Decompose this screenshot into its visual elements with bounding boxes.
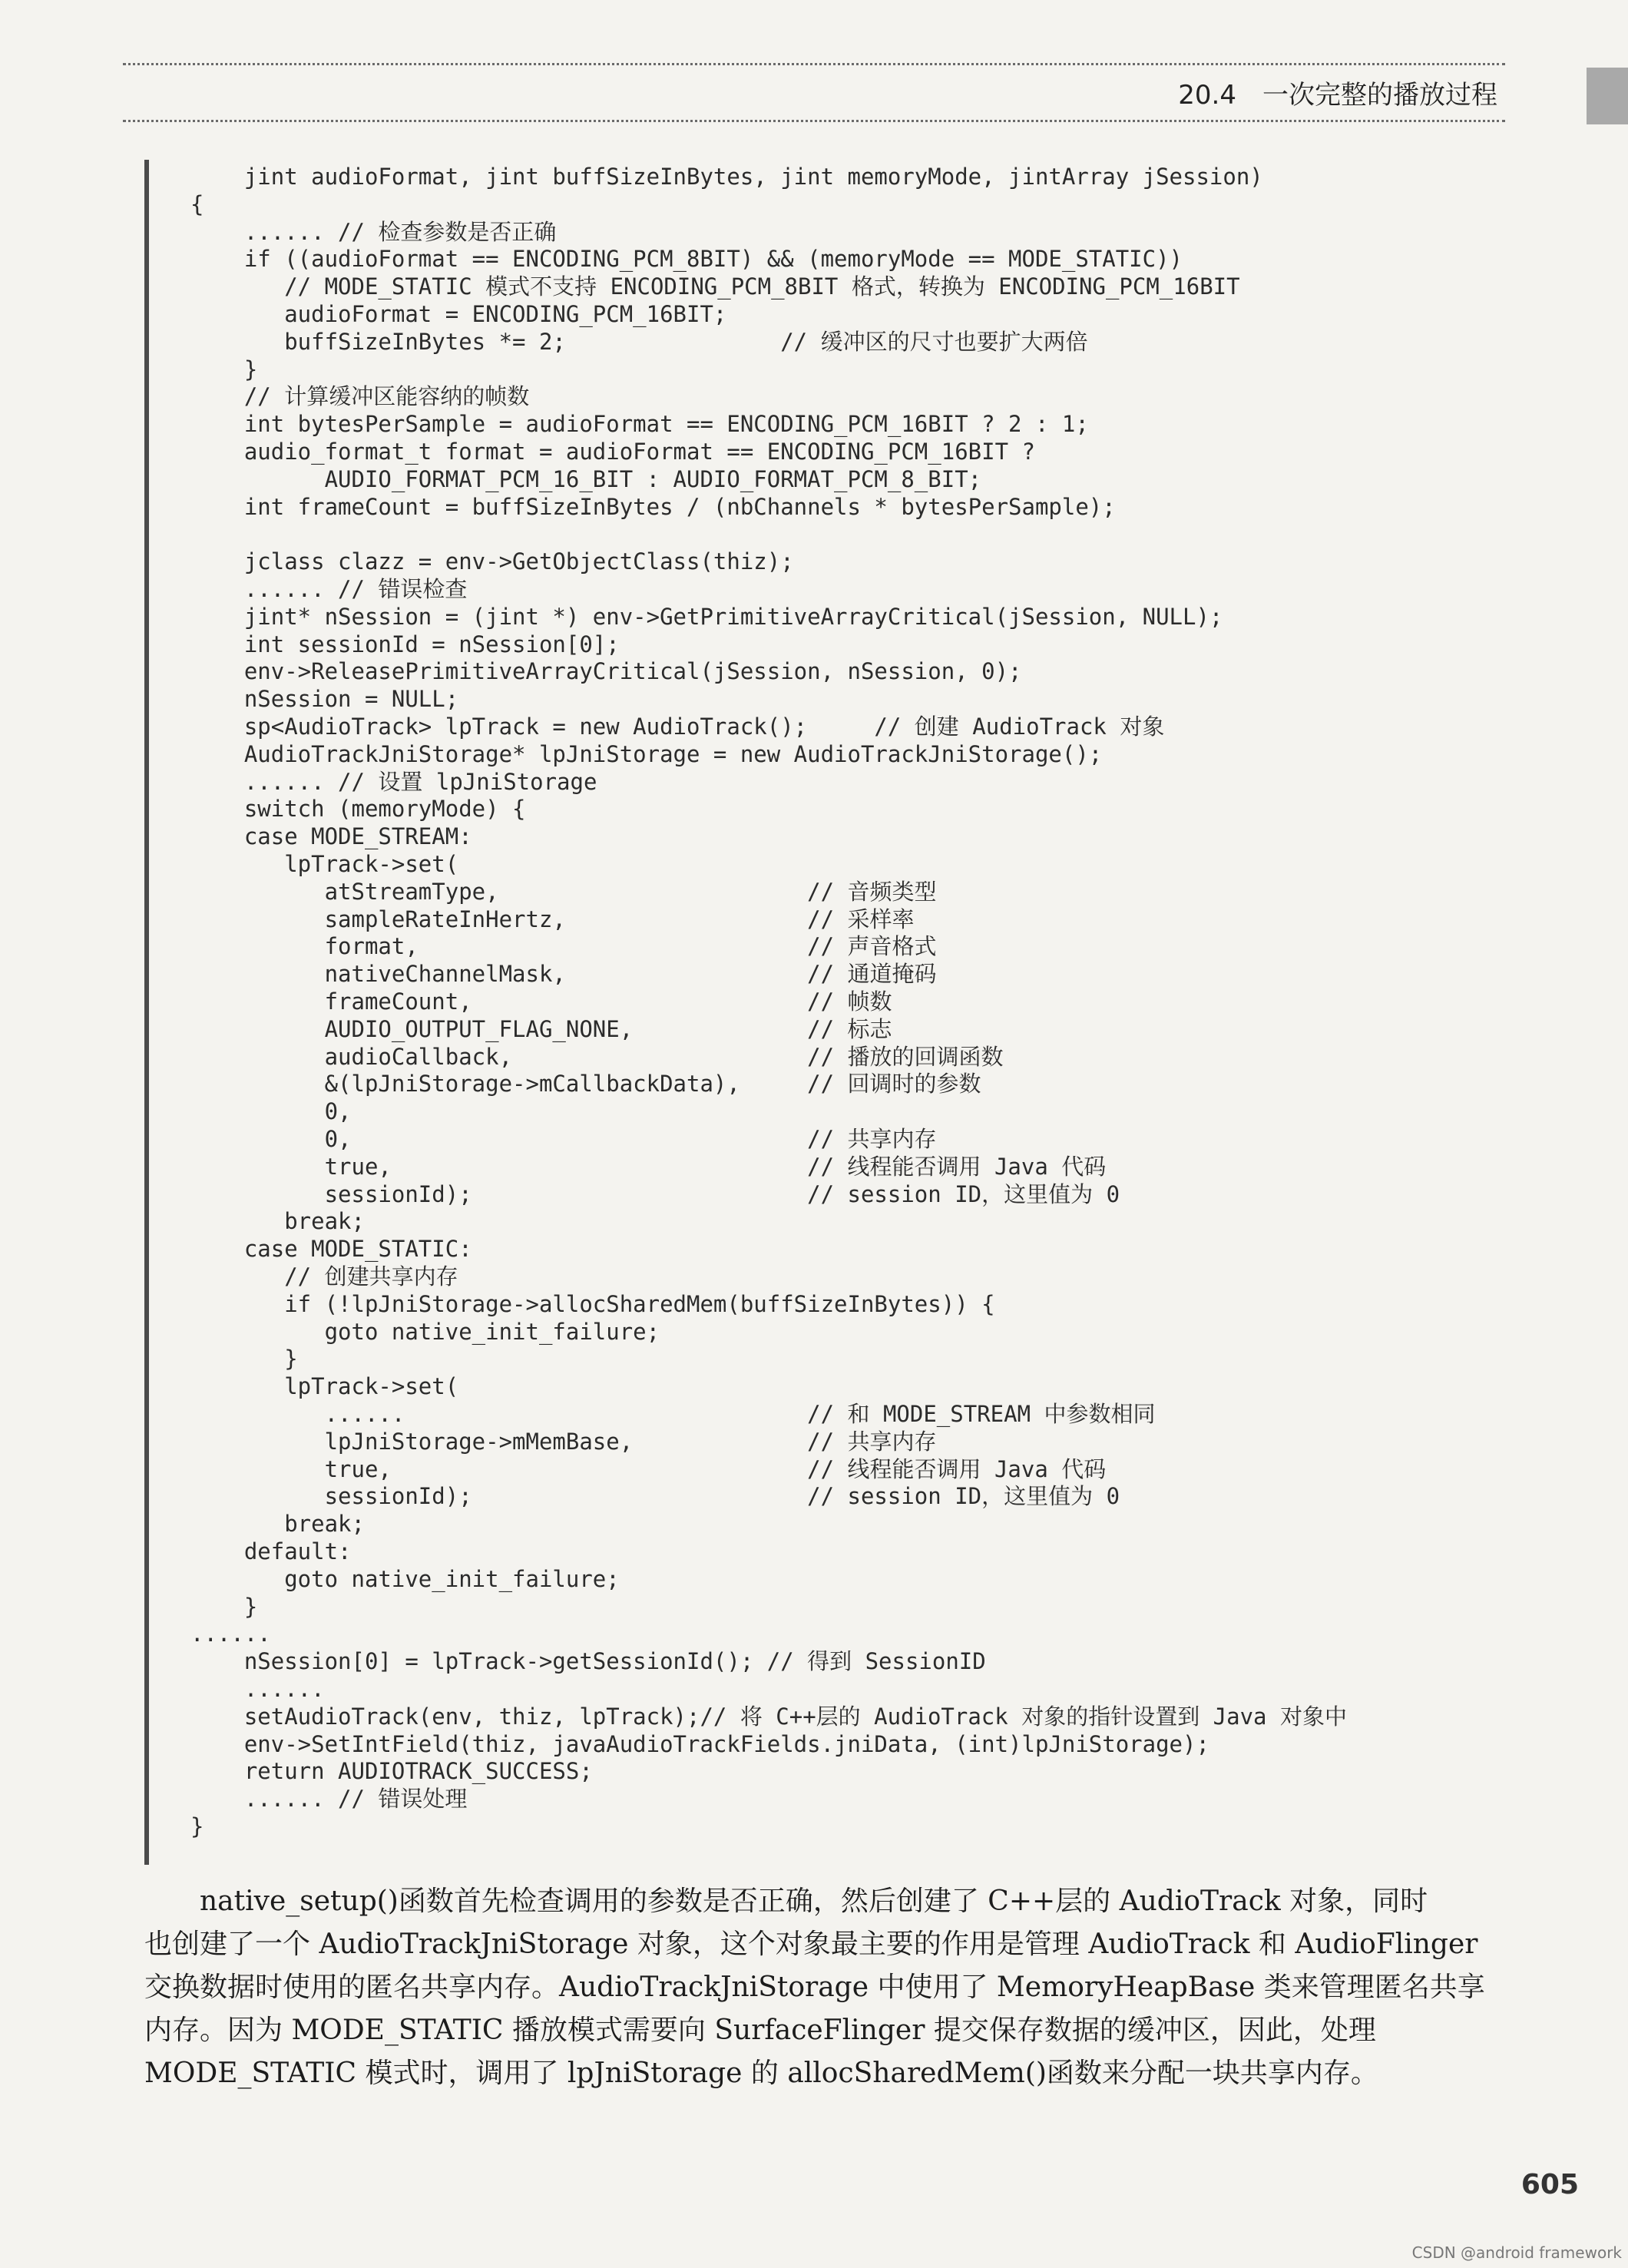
header-top-rule (123, 63, 1505, 65)
code-line: buffSizeInBytes *= 2; // 缓冲区的尺寸也要扩大两倍 (190, 328, 1088, 355)
code-line: true, // 线程能否调用 Java 代码 (190, 1153, 1107, 1180)
code-line: nativeChannelMask, // 通道掩码 (190, 961, 937, 988)
code-line: ...... // 错误检查 (190, 576, 468, 602)
code-line: jint audioFormat, jint buffSizeInBytes, jint memoryMode, jintArray jSession) (190, 164, 1263, 190)
code-line: nSession = NULL; (190, 686, 459, 713)
code-line: // MODE_STATIC 模式不支持 ENCODING_PCM_8BIT 格式，转换为 ENCODING_PCM_16BIT (190, 273, 1240, 300)
code-line: default: (190, 1538, 352, 1564)
code-line: ...... (190, 1676, 325, 1702)
code-line: goto native_init_failure; (190, 1318, 660, 1345)
code-line: lpTrack->set( (190, 1373, 459, 1400)
code-line: audio_format_t format = audioFormat == ENCODING_PCM_16BIT ? (190, 439, 1035, 465)
code-line: setAudioTrack(env, thiz, lpTrack);// 将 C++层的 AudioTrack 对象的指针设置到 Java 对象中 (190, 1703, 1347, 1730)
code-line: ...... // 设置 lpJniStorage (190, 768, 597, 795)
code-line: sessionId); // session ID，这里值为 0 (190, 1180, 1120, 1207)
code-line: audioFormat = ENCODING_PCM_16BIT; (190, 301, 727, 327)
code-line: case MODE_STREAM: (190, 823, 472, 850)
code-line: sampleRateInHertz, // 采样率 (190, 906, 915, 932)
code-line: return AUDIOTRACK_SUCCESS; (190, 1758, 593, 1785)
code-line: ...... // 和 MODE_STREAM 中参数相同 (190, 1401, 1156, 1427)
code-line: &(lpJniStorage->mCallbackData), // 回调时的参数 (190, 1071, 981, 1098)
code-line: } (190, 356, 258, 382)
code-line: int frameCount = buffSizeInBytes / (nbChannels * bytesPerSample); (190, 493, 1116, 520)
code-line: ...... // 错误处理 (190, 1786, 468, 1813)
code-line: audioCallback, // 播放的回调函数 (190, 1043, 1004, 1070)
code-line: switch (memoryMode) { (190, 796, 526, 823)
code-line: break; (190, 1208, 365, 1235)
code-line: AUDIO_FORMAT_PCM_16_BIT : AUDIO_FORMAT_PCM_8_BIT; (190, 465, 982, 492)
code-line: // 计算缓冲区能容纳的帧数 (190, 383, 530, 410)
code-line: { (190, 190, 204, 217)
code-line: format, // 声音格式 (190, 933, 937, 960)
code-line: jint* nSession = (jint *) env->GetPrimitiveArrayCritical(jSession, NULL); (190, 603, 1223, 630)
code-line: int sessionId = nSession[0]; (190, 631, 620, 657)
code-line: goto native_init_failure; (190, 1565, 620, 1592)
code-line: break; (190, 1511, 365, 1538)
header-bottom-rule (123, 120, 1505, 122)
paragraph-line: MODE_STATIC 模式时，调用了 lpJniStorage 的 allocSharedMem()函数来分配一块共享内存。 (144, 2058, 1378, 2089)
paragraph-line: native_setup()函数首先检查调用的参数是否正确，然后创建了 C++层的 AudioTrack 对象，同时 (144, 1886, 1428, 1917)
code-line: // 创建共享内存 (190, 1263, 458, 1290)
code-line: 0, // 共享内存 (190, 1126, 937, 1152)
paragraph-line: 交换数据时使用的匿名共享内存。AudioTrackJniStorage 中使用了 MemoryHeapBase 类来管理匿名共享 (144, 1972, 1485, 2003)
code-line: env->ReleasePrimitiveArrayCritical(jSession, nSession, 0); (190, 658, 1022, 685)
code-line: sessionId); // session ID，这里值为 0 (190, 1483, 1120, 1510)
code-line: if ((audioFormat == ENCODING_PCM_8BIT) && (memoryMode == MODE_STATIC)) (190, 246, 1183, 273)
code-line: } (190, 1346, 298, 1372)
code-line: env->SetIntField(thiz, javaAudioTrackFields.jniData, (int)lpJniStorage); (190, 1730, 1209, 1757)
body-paragraph (144, 1880, 1505, 2095)
section-header-title: 20.4 一次完整的播放过程 (1178, 80, 1497, 111)
code-line: } (190, 1813, 204, 1839)
code-line: jclass clazz = env->GetObjectClass(thiz); (190, 548, 794, 575)
code-line: frameCount, // 帧数 (190, 988, 892, 1015)
page-number: 605 (1520, 2169, 1579, 2200)
code-line: lpJniStorage->mMemBase, // 共享内存 (190, 1428, 937, 1455)
paragraph-line: 内存。因为 MODE_STATIC 播放模式需要向 SurfaceFlinger 提交保存数据的缓冲区，因此，处理 (144, 2015, 1376, 2046)
code-line: } (190, 1593, 258, 1620)
code-line: true, // 线程能否调用 Java 代码 (190, 1455, 1107, 1482)
code-line: sp<AudioTrack> lpTrack = new AudioTrack(); // 创建 AudioTrack 对象 (190, 714, 1165, 740)
code-line: 0, (190, 1098, 352, 1125)
watermark-text: CSDN @android framework (1411, 2243, 1622, 2262)
code-line: if (!lpJniStorage->allocSharedMem(buffSizeInBytes)) { (190, 1290, 995, 1317)
code-line: nSession[0] = lpTrack->getSessionId(); // 得到 SessionID (190, 1648, 986, 1675)
code-line: AudioTrackJniStorage* lpJniStorage = new AudioTrackJniStorage(); (190, 740, 1103, 767)
code-line: int bytesPerSample = audioFormat == ENCODING_PCM_16BIT ? 2 : 1; (190, 411, 1089, 438)
code-line: lpTrack->set( (190, 851, 459, 877)
thumb-index-tab (1587, 68, 1628, 124)
code-line: ...... // 检查参数是否正确 (190, 218, 557, 245)
code-line: atStreamType, // 音频类型 (190, 878, 937, 905)
paragraph-line: 也创建了一个 AudioTrackJniStorage 对象，这个对象最主要的作用是管理 AudioTrack 和 AudioFlinger (144, 1929, 1478, 1960)
code-line: AUDIO_OUTPUT_FLAG_NONE, // 标志 (190, 1015, 892, 1042)
code-line: case MODE_STATIC: (190, 1236, 472, 1263)
code-line: ...... (190, 1621, 271, 1647)
